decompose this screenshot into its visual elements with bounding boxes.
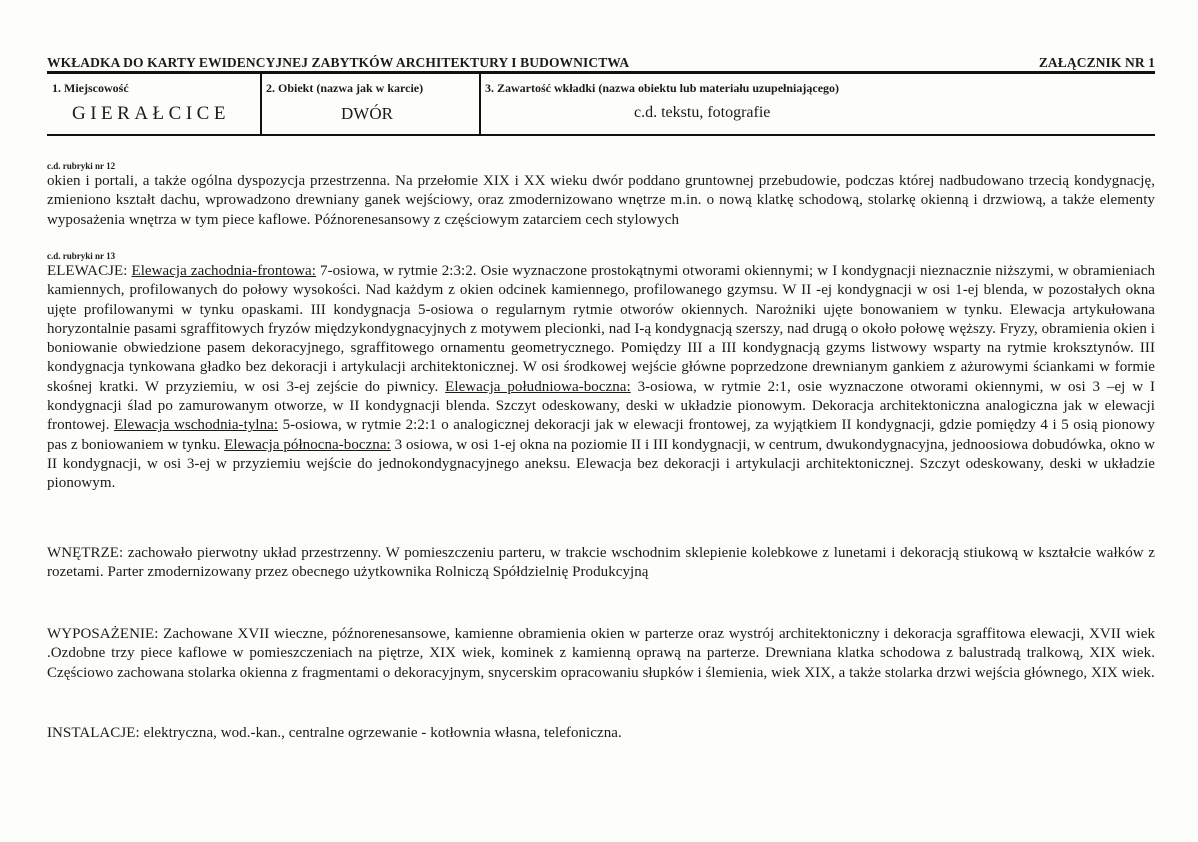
furnishings-section xyxy=(47,625,1155,683)
contents-label: 3. Zawartość wkładki (nazwa obiektu lub materiału uzupełniającego) xyxy=(485,81,840,95)
furnishings-paragraph: WYPOSAŻENIE: Zachowane XVII wieczne, późnorenesansowe, kamienne obramienia okien w parterze oraz wystrój architektoniczny i dekoracja sgraffitowa elewacji, XVII wiek .Ozdobne trzy piece kaflowe w pomieszczeniach na piętrze, XIX wiek, kominek z kamienną oprawą na parterze. Drewniana klatka schodowa z balustradą tralkową, XIX wiek. Częściowo zachowana stolarka okienna z fragmentami o dekoracyjnym, snycerskim opracowaniu słupków i ślemienia, wiek XIX, a także stolarka drzwi wejścia głównego, XIX wiek. xyxy=(47,626,1155,681)
elevations-text: 7-osiowa, w rytmie 2:3:2. Osie wyznaczone prostokątnymi otworami okiennymi; w I kondygnacji nieznacznie niższymi, w obramieniach kamiennych, profilowanych do połowy wysokości. Nad każdym z okien odcinek kamiennego, profilowanego gzymsu. W II -ej kondygnacji w osi 1-ej blenda, w pozostałych okna ujęte profilowanymi w tynku opaskami. III kondygnacja 5-osiowa o regularnym rytmie otworów okiennych. Narożniki ujęte bonowaniem w tynku. Elewacja artykułowana horyzontalnie pasami sgraffitowych fryzów międzykondygnacyjnych z motywem plecionki, nad I-ą kondygnacją szerszy, nad drugą o około połowę węższy. Fryzy, obramienia okien i boniowanie obwiedzione pasem dekoracyjnego, sgraffitowego ornamentu geometrycznego. Pomiędzy III a III kondygnacją gzyms listwowy wsparty na rytmie kroksztynów. III kondygnacja tynkowana gładko bez dekoracji i artykulacji architektonicznej. W osi środkowej wejście główne poprzedzone drewnianym gankiem z ażurowymi ściankami w formie skośnej kratki. W przyziemiu, w osi 3-ej zejście do piwnicy. xyxy=(47,263,1155,395)
installations-paragraph: INSTALACJE: elektryczna, wod.-kan., centralne ogrzewanie - kotłownia własna, telefoniczna. xyxy=(47,725,622,741)
section-13-label: c.d. rubryki nr 13 xyxy=(47,251,116,261)
annex-number: ZAŁĄCZNIK NR 1 xyxy=(1038,55,1155,70)
fields-rule xyxy=(47,134,1155,136)
object-value: DWÓR xyxy=(341,104,393,123)
south-elevation-heading: Elewacja południowa-boczna: xyxy=(445,378,631,395)
locality-value: GIERAŁCICE xyxy=(72,103,230,124)
interior-paragraph: WNĘTRZE: zachowało pierwotny układ przestrzenny. W pomieszczeniu parteru, w trakcie wschodnim sklepienie kolebkowe z lunetami i dekoracją stiukową w kształcie wałków z rozetami. Parter zmodernizowany przez obecnego użytkownika Rolniczą Spółdzielnię Produkcyjną xyxy=(47,545,1155,581)
section-12-label: c.d. rubryki nr 12 xyxy=(47,161,116,171)
elevations-text: ELEWACJE: xyxy=(47,263,132,279)
locality-label: 1. Miejscowość xyxy=(52,81,129,95)
elevations-text: 5-osiowa, w rytmie 2:2:1 o analogicznej dekoracji jak w elewacji frontowej, za wyjątkiem II kondygnacji, gdzie pomiędzy 4 i 5 osią pionowy pas z boniowaniem w tynku. xyxy=(47,417,1155,453)
installations-section xyxy=(47,724,1155,743)
section-12 xyxy=(47,161,1155,230)
header xyxy=(47,53,1155,71)
north-elevation-heading: Elewacja północna-boczna: xyxy=(224,436,391,453)
header-rule xyxy=(47,71,1155,74)
form-title: WKŁADKA DO KARTY EWIDENCYJNEJ ZABYTKÓW ARCHITEKTURY I BUDOWNICTWA xyxy=(47,55,630,70)
elevations-text: 3 osiowa, w osi 1-ej okna na poziomie II i III kondygnacji, w centrum, dwukondygnacyjna, jednoosiowa dobudówka, okno w II kondygnacji, w osi 3-ej w przyziemiu wejście do jednokondygnacyjnego aneksu. Elewacja bez dekoracji i artykulacji architektonicznej. Szczyt odeskowany, deski w układzie pionowym. xyxy=(47,436,1155,492)
section-12-text: okien i portali, a także ogólna dyspozycja przestrzenna. Na przełomie XIX i XX wieku dwór poddano gruntownej przebudowie, podczas której nadbudowano trzecią kondygnację, zmieniono kształt dachu, wprowadzono drewniany ganek wejściowy, oraz zmodernizowano wnętrze m.in. o nową klatkę schodową, stolarkę okienną i drzwiową, a także elementy wyposażenia wnętrza w tym piece kaflowe. Późnorenesansowy z częściowym zatarciem cech stylowych xyxy=(47,173,1155,228)
interior-section xyxy=(47,544,1155,583)
elevations-paragraph xyxy=(47,262,1155,494)
elevations-text: 3-osiowa, w rytmie 2:1, osie wyznaczone otworami okiennymi, w osi 3 –ej w I kondygnacji ślad po zamurowanym otworze, w II kondygnacji blenda. Szczyt odeskowany, deski w układzie pionowym. Dekoracja architektoniczna analogiczna jak w elewacji frontowej. xyxy=(47,378,1155,434)
section-13 xyxy=(47,251,1155,494)
column-divider-1 xyxy=(260,74,262,136)
contents-value: c.d. tekstu, fotografie xyxy=(634,104,771,121)
column-divider-2 xyxy=(479,74,481,136)
west-elevation-heading: Elewacja zachodnia-frontowa: xyxy=(131,263,316,279)
object-label: 2. Obiekt (nazwa jak w karcie) xyxy=(266,81,424,95)
east-elevation-heading: Elewacja wschodnia-tylna: xyxy=(114,417,279,434)
